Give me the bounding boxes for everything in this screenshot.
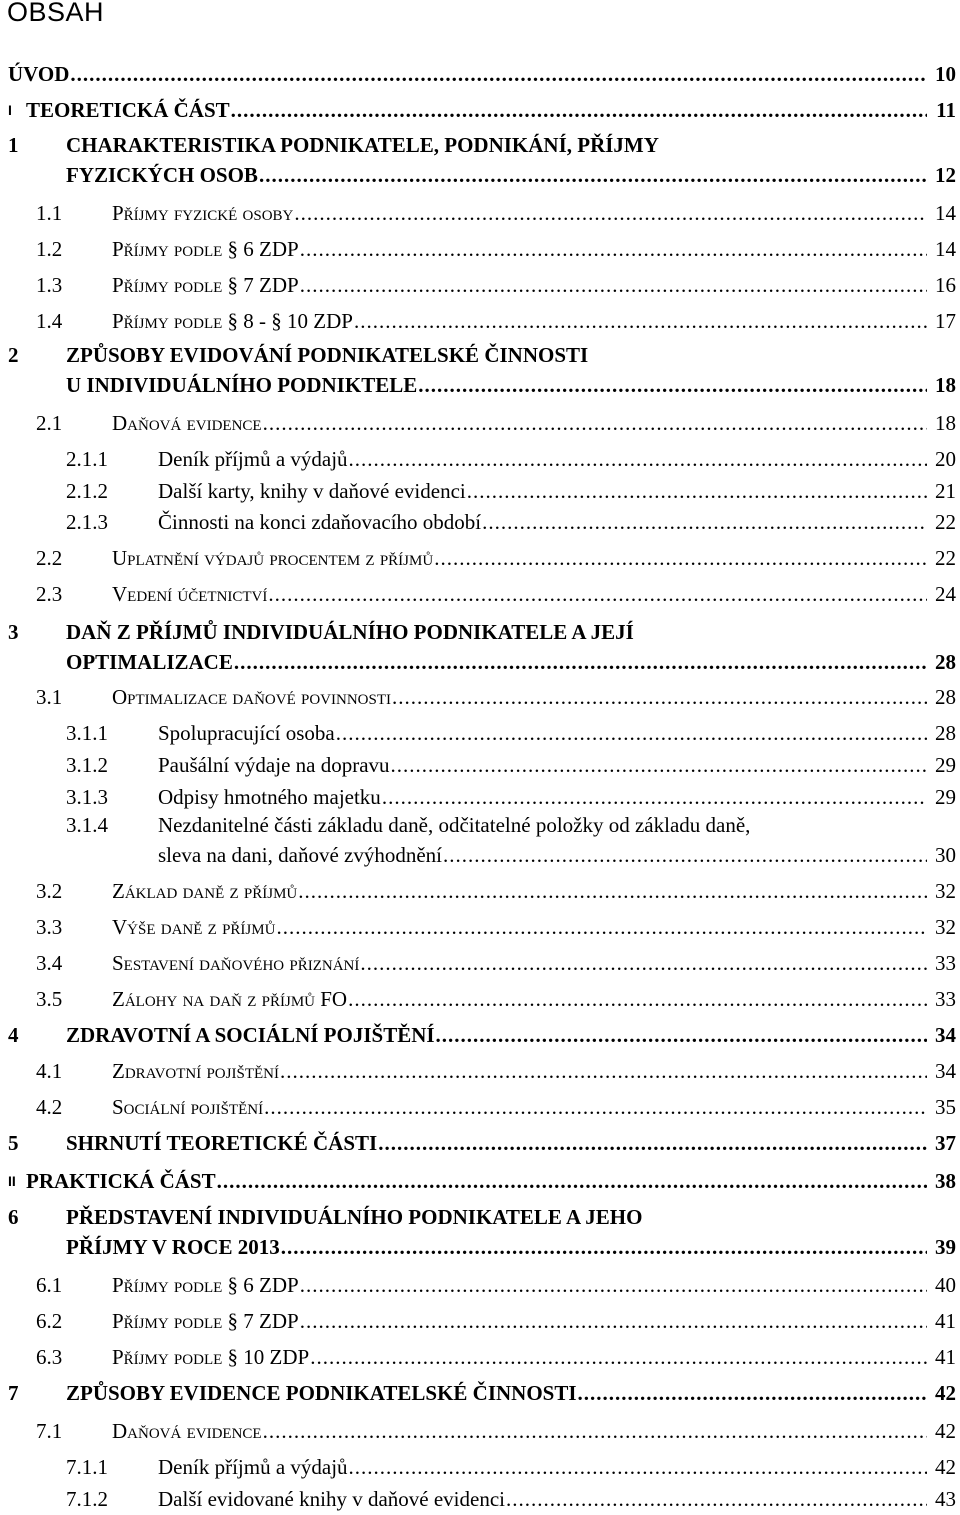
leader-dots [482,508,927,536]
leader-dots [298,877,927,905]
toc-entry-label: Deník příjmů a výdajů [158,447,348,471]
leader-dots [294,199,927,227]
toc-entry-page-number: 33 [935,987,956,1011]
toc-entry-number: 7.1 [36,1419,63,1443]
toc-entry-page-number: 14 [935,237,956,261]
toc-entry-label: Spolupracující osoba [158,721,335,745]
toc-entry-label: OPTIMALIZACE [66,650,233,674]
leader-dots [360,949,927,977]
toc-entry-label: SHRNUTÍ TEORETICKÉ ČÁSTI [66,1131,378,1155]
toc-entry-label: Daňová evidence [112,1419,262,1443]
toc-entry-page-number: 29 [935,785,956,809]
toc-entry-label: Sestavení daňového přiznání [112,951,360,975]
toc-entry-label: Optimalizace daňové povinnosti [112,685,391,709]
toc-entry-label: ÚVOD [8,62,70,86]
toc-entry-number: 3.2 [36,879,63,903]
toc-entry-number: 3.3 [36,915,63,939]
toc-entry-label: Další karty, knihy v daňové evidenci [158,479,466,503]
toc-entry-label: ZDRAVOTNÍ A SOCIÁLNÍ POJIŠTĚNÍ [66,1023,435,1047]
toc-entry-label: Nezdanitelné části základu daně, odčitatelné položky od základu daně, [158,813,751,837]
toc-entry-number: 3.4 [36,951,63,975]
toc-entry-label: Daňová evidence [112,411,262,435]
leader-dots [263,1417,927,1445]
toc-entry-page-number: 11 [936,98,956,122]
toc-entry-label: sleva na dani, daňové zvýhodnění [158,843,442,867]
toc-entry-label: Zálohy na daň z příjmů FO [112,987,348,1011]
toc-entry-label: PŘÍJMY V ROCE 2013 [66,1235,280,1259]
leader-dots [391,751,927,779]
toc-entry-label: Zdravotní pojištění [112,1059,279,1083]
toc-entry-page-number: 35 [935,1095,956,1119]
toc-entry-label: Příjmy podle § 7 ZDP [112,1309,299,1333]
leader-dots [418,371,927,399]
toc-entry-number: 1.2 [36,237,63,261]
toc-entry-label: Příjmy fyzické osoby [112,201,294,225]
leader-dots [578,1379,927,1407]
toc-entry-number: 3.5 [36,987,63,1011]
leader-dots [281,1233,927,1261]
toc-entry-number: 3.1.4 [66,813,108,837]
leader-dots [231,96,927,124]
toc-entry-number: 4.1 [36,1059,63,1083]
toc-entry-label: CHARAKTERISTIKA PODNIKATELE, PODNIKÁNÍ, PŘÍJMY [66,133,659,157]
toc-entry-label: Příjmy podle § 6 ZDP [112,1273,299,1297]
toc-entry-page-number: 33 [935,951,956,975]
toc-entry-number: 1.4 [36,309,63,333]
toc-entry-number: 6.1 [36,1273,63,1297]
toc-entry-number: 7 [8,1381,19,1405]
toc-entry-page-number: 22 [935,546,956,570]
leader-dots [443,841,927,869]
toc-entry-number: 3.1.2 [66,753,108,777]
toc-entry-label: DAŇ Z PŘÍJMŮ INDIVIDUÁLNÍHO PODNIKATELE A JEJÍ [66,620,634,644]
toc-entry-label: Činnosti na konci zdaňovacího období [158,510,482,534]
toc-entry-label: Sociální pojištění [112,1095,264,1119]
toc-entry-label: TEORETICKÁ ČÁST [26,98,230,122]
leader-dots [300,271,927,299]
toc-entry-page-number: 34 [935,1059,956,1083]
leader-dots [300,1271,927,1299]
toc-entry-number: 3.1.3 [66,785,108,809]
toc-entry-page-number: 21 [935,479,956,503]
leader-dots [259,161,927,189]
toc-entry-number: 3.1 [36,685,63,709]
toc-entry-page-number: 22 [935,510,956,534]
leader-dots [217,1167,927,1195]
toc-entry-page-number: 39 [935,1235,956,1259]
toc-entry-label: Vedení účetnictví [112,582,268,606]
toc-entry-number: 7.1.2 [66,1487,108,1511]
toc-entry-number: 3.1.1 [66,721,108,745]
page-title: OBSAH [7,0,105,27]
toc-entry-label: Deník příjmů a výdajů [158,1455,348,1479]
leader-dots [506,1485,927,1513]
toc-entry-label: Paušální výdaje na dopravu [158,753,390,777]
toc-entry-label: ZPŮSOBY EVIDOVÁNÍ PODNIKATELSKÉ ČINNOSTI [66,343,589,367]
toc-entry-page-number: 43 [935,1487,956,1511]
toc-entry-label: Příjmy podle § 7 ZDP [112,273,299,297]
toc-entry-number: 2.1 [36,411,63,435]
toc-entry-page-number: 32 [935,915,956,939]
toc-entry-page-number: 42 [935,1455,956,1479]
leader-dots [354,307,927,335]
leader-dots [467,477,927,505]
toc-entry-page-number: 10 [935,62,956,86]
leader-dots [263,409,927,437]
toc-entry-label: U INDIVIDUÁLNÍHO PODNIKTELE [66,373,418,397]
toc-entry-number: 1.1 [36,201,63,225]
toc-entry-page-number: 42 [935,1381,956,1405]
toc-entry-label: Příjmy podle § 10 ZDP [112,1345,310,1369]
toc-entry-page-number: 28 [935,650,956,674]
leader-dots [348,985,927,1013]
toc-entry-label: Příjmy podle § 8 - § 10 ZDP [112,309,353,333]
toc-entry-label: Výše daně z příjmů [112,915,276,939]
toc-entry-page-number: 29 [935,753,956,777]
leader-dots [300,1307,927,1335]
toc-entry-number: 2.1.2 [66,479,108,503]
toc-entry-number: II [8,1173,16,1189]
toc-entry-page-number: 24 [935,582,956,606]
toc-entry-number: 2.1.3 [66,510,108,534]
toc-entry-number: 7.1.1 [66,1455,108,1479]
toc-entry-number: 1 [8,133,19,157]
toc-entry-number: 2 [8,343,19,367]
toc-entry-page-number: 18 [935,373,956,397]
toc-entry-page-number: 28 [935,685,956,709]
toc-entry-page-number: 28 [935,721,956,745]
toc-entry-page-number: 37 [935,1131,956,1155]
toc-entry-page-number: 41 [935,1309,956,1333]
leader-dots [280,1057,927,1085]
toc-entry-label: Odpisy hmotného majetku [158,785,381,809]
toc-entry-page-number: 41 [935,1345,956,1369]
leader-dots [382,783,927,811]
toc-entry-number: 4 [8,1023,19,1047]
toc-entry-number: 3 [8,620,19,644]
leader-dots [310,1343,927,1371]
leader-dots [436,1021,927,1049]
leader-dots [336,719,927,747]
toc-entry-page-number: 42 [935,1419,956,1443]
toc-entry-number: 4.2 [36,1095,63,1119]
leader-dots [268,580,927,608]
toc-entry-page-number: 16 [935,273,956,297]
toc-entry-number: 5 [8,1131,19,1155]
toc-entry-number: 2.1.1 [66,447,108,471]
toc-entry-number: 6 [8,1205,19,1229]
toc-entry-label: Uplatnění výdajů procentem z příjmů [112,546,434,570]
toc-entry-page-number: 17 [935,309,956,333]
toc-entry-number: 2.2 [36,546,63,570]
toc-entry-number: 1.3 [36,273,63,297]
toc-entry-label: Příjmy podle § 6 ZDP [112,237,299,261]
toc-entry-label: Další evidované knihy v daňové evidenci [158,1487,505,1511]
toc-entry-page-number: 12 [935,163,956,187]
leader-dots [378,1129,927,1157]
toc-entry-page-number: 18 [935,411,956,435]
toc-entry-label: PRAKTICKÁ ČÁST [26,1169,216,1193]
leader-dots [234,648,927,676]
leader-dots [392,683,927,711]
toc-entry-number: I [8,102,12,118]
toc-entry-label: Základ daně z příjmů [112,879,298,903]
toc-entry-page-number: 30 [935,843,956,867]
toc-entry-page-number: 20 [935,447,956,471]
toc-entry-page-number: 40 [935,1273,956,1297]
leader-dots [264,1093,927,1121]
toc-entry-page-number: 34 [935,1023,956,1047]
toc-entry-label: ZPŮSOBY EVIDENCE PODNIKATELSKÉ ČINNOSTI [66,1381,577,1405]
toc-entry-number: 2.3 [36,582,63,606]
toc-entry-number: 6.2 [36,1309,63,1333]
leader-dots [349,445,927,473]
toc-entry-page-number: 32 [935,879,956,903]
toc-entry-number: 6.3 [36,1345,63,1369]
toc-entry-label: FYZICKÝCH OSOB [66,163,258,187]
leader-dots [300,235,927,263]
toc-entry-page-number: 14 [935,201,956,225]
toc-entry-label: PŘEDSTAVENÍ INDIVIDUÁLNÍHO PODNIKATELE A JEHO [66,1205,643,1229]
leader-dots [349,1453,927,1481]
leader-dots [276,913,927,941]
toc-entry-page-number: 38 [935,1169,956,1193]
leader-dots [434,544,927,572]
leader-dots [70,60,927,88]
